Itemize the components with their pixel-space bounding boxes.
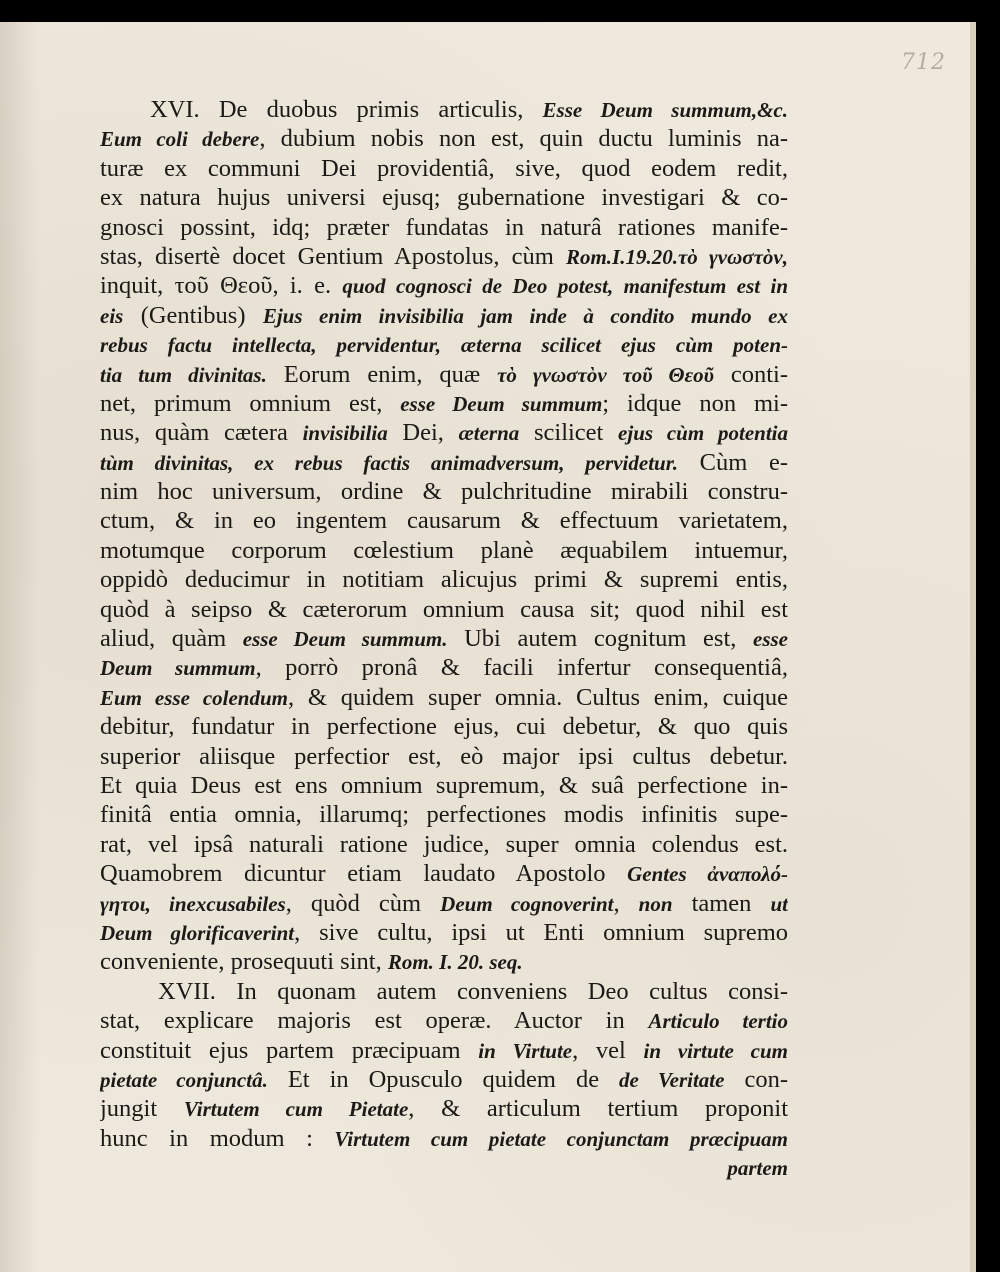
italic-run: Virtutem cum pietate conjunctam præcipuam — [334, 1126, 788, 1151]
text-line — [100, 183, 788, 212]
text-line — [100, 595, 788, 624]
text-line — [100, 800, 788, 829]
text-line — [100, 477, 788, 506]
roman-run: , porrò pronâ & facili infertur consequentiâ, — [255, 654, 788, 682]
text-line — [100, 242, 788, 271]
roman-run: , quòd cùm — [285, 889, 441, 917]
text-line — [100, 1006, 788, 1035]
italic-run: æterna — [458, 421, 520, 446]
book-page — [0, 22, 976, 1272]
italic-run: Rom. I. 20. seq. — [387, 950, 523, 975]
roman-run: ctum, & in eo ingentem causarum & effectuum varietatem, — [100, 507, 788, 535]
text-line — [100, 830, 788, 859]
text-line — [100, 536, 788, 565]
text-line — [100, 95, 788, 124]
text-line — [100, 742, 788, 771]
italic-run: eis — [100, 303, 124, 328]
roman-run: constituit ejus partem præcipuam — [100, 1036, 479, 1064]
roman-run: conti- — [713, 360, 788, 388]
text-line — [100, 1094, 788, 1123]
roman-run: Quamobrem dicuntur etiam laudato Apostolo — [100, 860, 628, 888]
roman-run: , & articulum tertium proponit — [408, 1095, 788, 1123]
text-line — [100, 947, 788, 976]
page-edge — [970, 22, 976, 1272]
text-line — [100, 1065, 788, 1094]
text-line — [100, 918, 788, 947]
text-line — [100, 889, 788, 918]
roman-run: oppidò deducimur in notitiam alicujus primi & supremi entis, — [100, 566, 788, 594]
italic-run: τὸ γνωστὸν τοῦ Θεοῦ — [497, 362, 714, 387]
italic-run: Deum cognoverint — [440, 891, 614, 916]
text-line — [100, 565, 788, 594]
text-line — [100, 624, 788, 653]
italic-run: Virtutem cum Pietate — [183, 1097, 409, 1122]
italic-run: τὸ γνωστὸν, — [677, 244, 788, 269]
roman-run: rat, vel ipsâ naturali ratione judice, super omnia colendus est. — [100, 830, 788, 858]
text-line — [100, 683, 788, 712]
italic-run: Ejus enim invisibilia jam inde à condito mundo ex — [262, 303, 788, 328]
roman-run: , dubium nobis non est, quin ductu luminis na- — [259, 125, 788, 153]
roman-run: , — [613, 889, 639, 917]
text-line — [100, 448, 788, 477]
italic-run: Rom.I.19.20. — [565, 244, 678, 269]
text-line — [100, 977, 788, 1006]
text-line — [100, 771, 788, 800]
roman-run: finitâ entia omnia, illarumq; perfectiones modis infinitis supe- — [100, 801, 788, 829]
text-line — [100, 859, 788, 888]
italic-run: Esse Deum summum,&c. — [542, 98, 788, 122]
roman-run: tamen — [672, 889, 771, 917]
roman-run: motumque corporum cœlestium planè æquabilem intuemur, — [100, 536, 788, 564]
roman-run: gnosci possint, idq; præter fundatas in naturâ rationes manife- — [100, 213, 788, 241]
roman-run: , sive cultu, ipsi ut Enti omnium supremo — [294, 918, 788, 946]
roman-run: , & quidem super omnia. Cultus enim, cuique — [288, 683, 788, 711]
italic-run: rebus factu intellecta, pervidentur, æterna scilicet ejus cùm poten- — [100, 333, 788, 358]
italic-run: in virtute cum — [643, 1038, 788, 1063]
roman-run: stas, disertè docet Gentium Apostolus, cùm — [100, 242, 566, 270]
italic-run: tùm divinitas, ex rebus factis animadversum, pervidetur. — [100, 450, 678, 475]
roman-run: Dei, — [387, 419, 459, 447]
italic-run: ejus cùm potentia — [618, 421, 788, 446]
roman-run: Ubi autem cognitum est, — [447, 625, 753, 653]
text-line — [100, 1153, 788, 1182]
roman-run: XVII. In quonam autem conveniens Deo cultus consi- — [158, 977, 788, 1005]
text-line — [100, 389, 788, 418]
roman-run: turæ ex communi Dei providentiâ, sive, quod eodem redit, — [100, 154, 788, 182]
italic-run: Eum esse colendum — [100, 685, 288, 710]
text-line — [100, 712, 788, 741]
text-line — [100, 124, 788, 153]
roman-run: nim hoc universum, ordine & pulchritudine mirabili constru- — [100, 478, 788, 506]
body-text — [100, 95, 788, 1182]
roman-run: conveniente, prosequuti sint, — [100, 948, 388, 976]
text-line — [100, 330, 788, 359]
text-line — [100, 360, 788, 389]
roman-run: superior aliisque perfectior est, eò major ipsi cultus debetur. — [100, 742, 788, 770]
italic-run: in Virtute — [478, 1038, 573, 1063]
roman-run: nus, quàm cætera — [100, 419, 303, 447]
italic-run: de Veritate — [619, 1067, 725, 1092]
text-line — [100, 1124, 788, 1153]
italic-run: esse Deum summum — [400, 391, 603, 416]
italic-run: γητοι, inexcusabiles — [100, 891, 286, 916]
text-line — [100, 506, 788, 535]
text-line — [100, 271, 788, 300]
italic-run: quod cognosci de Deo potest, manifestum est in — [342, 274, 788, 299]
italic-run: partem — [727, 1156, 788, 1181]
roman-run: Et in Opusculo quidem de — [267, 1065, 620, 1093]
italic-run: ut — [770, 891, 788, 916]
italic-run: invisibilia — [302, 421, 388, 446]
roman-run: ; idque non mi- — [602, 389, 788, 417]
text-line — [100, 653, 788, 682]
roman-run: ex natura hujus universi ejusq; gubernatione investigari & co- — [100, 184, 788, 212]
roman-run: net, primum omnium est, — [100, 389, 401, 417]
roman-run: scilicet — [519, 419, 619, 447]
italic-run: Gentes ἀναπολό- — [627, 862, 788, 887]
roman-run: stat, explicare majoris est operæ. Auctor in — [100, 1007, 649, 1035]
roman-run: con- — [724, 1065, 788, 1093]
italic-run: pietate conjunctâ. — [100, 1067, 268, 1092]
italic-run: esse Deum summum. — [242, 627, 448, 652]
roman-run: jungit — [100, 1095, 184, 1123]
text-line — [100, 154, 788, 183]
text-line — [100, 418, 788, 447]
italic-run: non — [638, 891, 673, 916]
text-line — [100, 1036, 788, 1065]
roman-run: quòd à seipso & cæterorum omnium causa sit; quod nihil est — [100, 595, 788, 623]
roman-run: aliud, quàm — [100, 625, 243, 653]
roman-run: Cùm e- — [678, 448, 788, 476]
italic-run: Articulo tertio — [648, 1009, 788, 1034]
roman-run: Eorum enim, quæ — [266, 360, 498, 388]
folio-number: 712 — [901, 50, 946, 75]
roman-run: XVI. De duobus primis articulis, — [150, 96, 543, 123]
text-line — [100, 213, 788, 242]
italic-run: esse — [753, 627, 788, 652]
roman-run: debitur, fundatur in perfectione ejus, cui debetur, & quo quis — [100, 713, 788, 741]
roman-run: inquit, τοῦ Θεοῦ, i. e. — [100, 272, 343, 300]
roman-run: hunc in modum : — [100, 1124, 335, 1152]
roman-run: (Gentibus) — [123, 301, 263, 329]
italic-run: tia tum divinitas. — [100, 362, 267, 387]
text-line — [100, 301, 788, 330]
italic-run: Deum glorificaverint — [100, 920, 295, 945]
roman-run: , vel — [572, 1036, 644, 1064]
roman-run: Et quia Deus est ens omnium supremum, & suâ perfectione in- — [100, 771, 788, 799]
italic-run: Eum coli debere — [100, 127, 260, 152]
italic-run: Deum summum — [100, 656, 256, 681]
